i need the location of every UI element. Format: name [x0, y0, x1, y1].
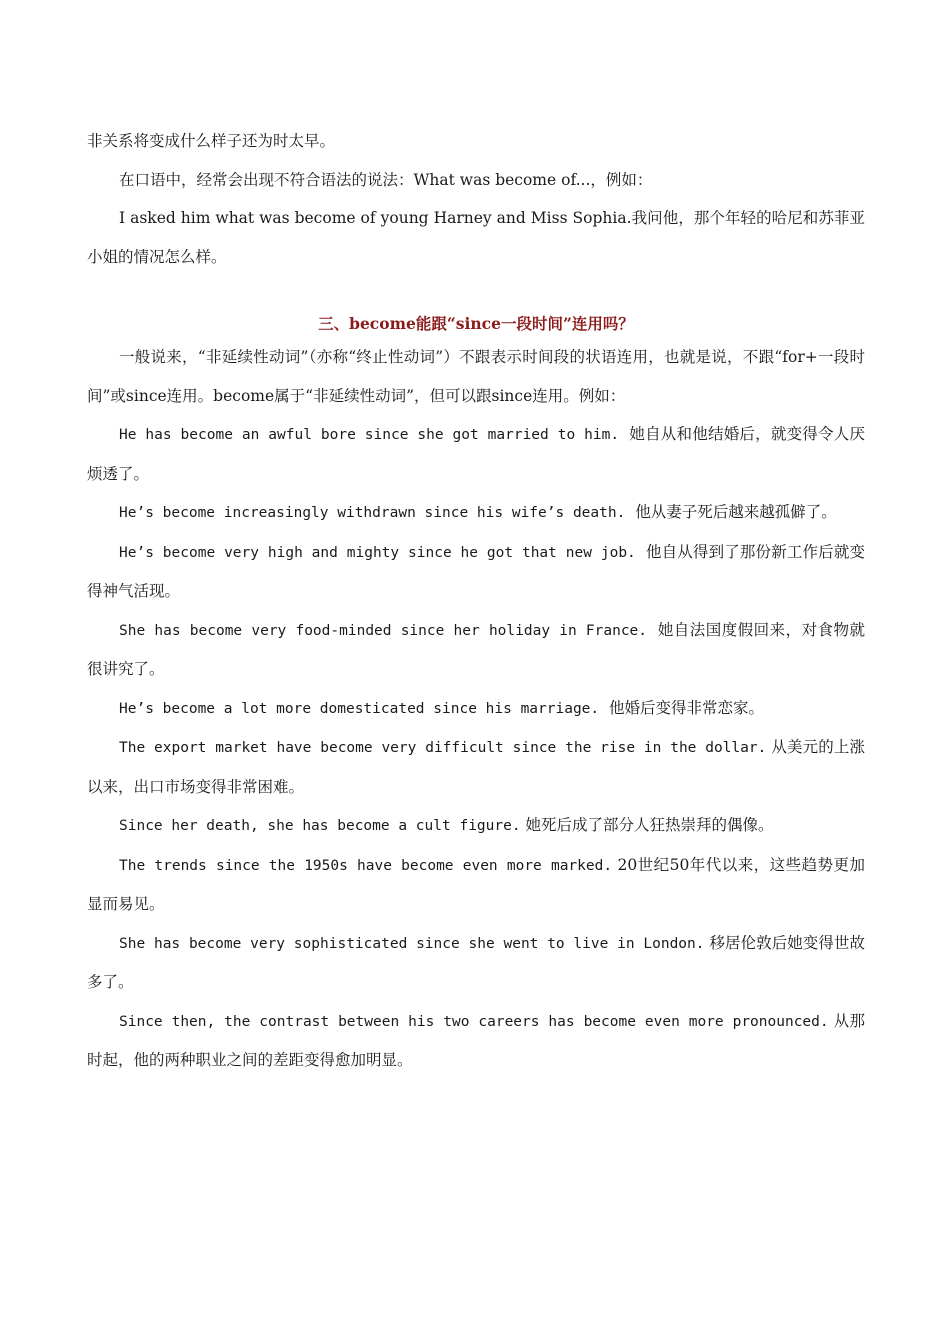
- example-sentence: [87, 1002, 865, 1080]
- example-chinese: 从那时起，他的两种职业之间的差距变得愈加明显。: [87, 1011, 865, 1069]
- example-sentence: [87, 689, 865, 729]
- paragraph-spoken-usage: 在口语中，经常会出现不符合语法的说法：What was become of...，例如：: [119, 170, 653, 189]
- paragraph-continuation: 非关系将变成什么样子还为时太早。: [87, 132, 336, 150]
- example-sentence: [87, 846, 865, 924]
- section-heading: 三、become能跟“since一段时间”连用吗？: [318, 314, 634, 333]
- example-sentence: [87, 924, 865, 1002]
- example-english: He’s become very high and mighty since he got that new job.: [119, 544, 636, 561]
- example-chinese: 她自法国度假回来，对食物就很讲究了。: [87, 620, 865, 678]
- example-english: Since her death, she has become a cult figure.: [119, 818, 521, 834]
- example-english: He’s become increasingly withdrawn since his wife’s death.: [119, 505, 626, 521]
- example-sentence: [87, 533, 865, 611]
- example-sentence: [87, 611, 865, 689]
- example-english: He has become an awful bore since she got married to him.: [119, 427, 620, 443]
- paragraph-spoken-example: I asked him what was become of young Harney and Miss Sophia.我问他，那个年轻的哈尼和苏菲亚小姐的情况怎么样。: [87, 209, 865, 266]
- example-chinese: 他婚后变得非常恋家。: [609, 698, 765, 717]
- example-chinese: 他自从得到了那份新工作后就变得神气活现。: [87, 542, 865, 600]
- example-english: She has become very sophisticated since she went to live in London.: [119, 935, 705, 952]
- example-english: He’s become a lot more domesticated since his marriage.: [119, 700, 600, 717]
- example-sentence: [87, 415, 865, 493]
- example-chinese: 移居伦敦后她变得世故多了。: [87, 933, 865, 991]
- example-english: She has become very food-minded since her holiday in France.: [119, 622, 648, 639]
- example-chinese: 20世纪50年代以来，这些趋势更加显而易见。: [87, 855, 865, 913]
- example-chinese: 她自从和他结婚后，就变得令人厌烦透了。: [87, 425, 865, 483]
- paragraph-intro: 一般说来，“非延续性动词”（亦称“终止性动词”）不跟表示时间段的状语连用，也就是说，不跟“for+一段时间”或since连用。become属于“非延续性动词”，但可以跟since连用。例如：: [87, 348, 865, 405]
- example-chinese: 他从妻子死后越来越孤僻了。: [635, 503, 837, 521]
- example-english: The trends since the 1950s have become even more marked.: [119, 857, 613, 874]
- example-sentence: [87, 806, 865, 846]
- example-english: Since then, the contrast between his two careers has become even more pronounced.: [119, 1013, 829, 1030]
- example-sentence: [87, 493, 865, 533]
- example-chinese: 从美元的上涨以来，出口市场变得非常困难。: [87, 738, 865, 796]
- document-body: [87, 122, 865, 1080]
- example-sentence: [87, 728, 865, 806]
- example-english: The export market have become very difficult since the rise in the dollar.: [119, 740, 767, 756]
- example-chinese: 她死后成了部分人狂热崇拜的偶像。: [525, 816, 774, 834]
